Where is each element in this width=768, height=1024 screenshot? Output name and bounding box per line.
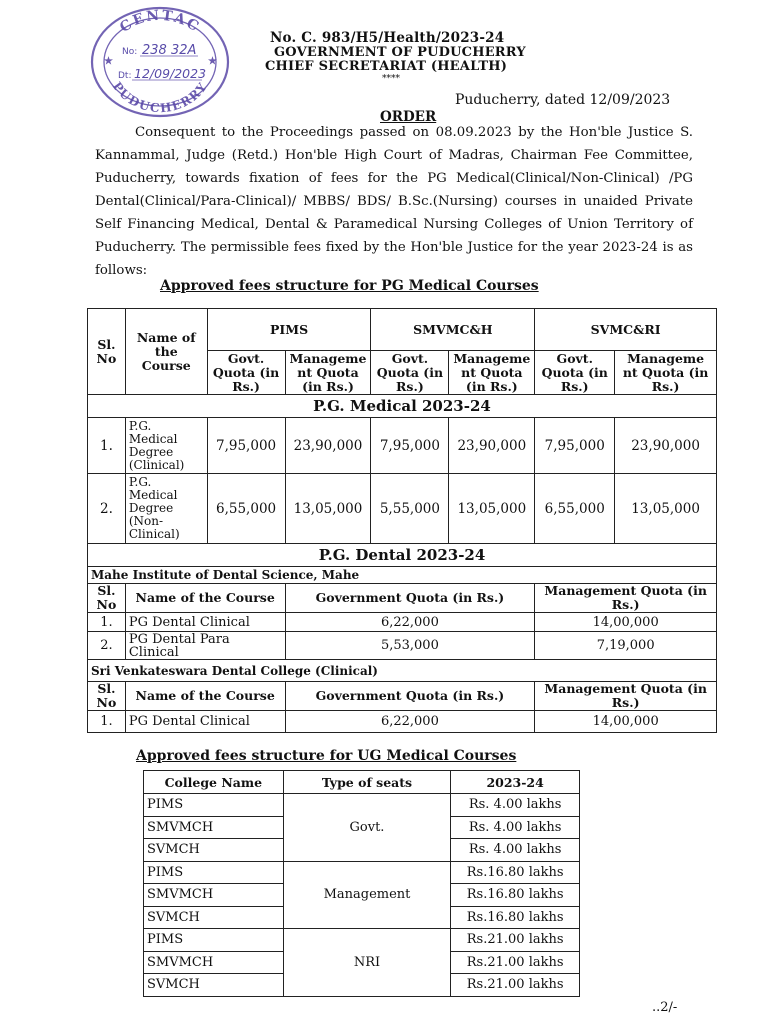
seat-type-cell: Management — [283, 861, 451, 929]
college-cell: SMVMCH — [144, 884, 284, 907]
header-govt-quota: Government Quota (in Rs.) — [285, 584, 535, 613]
college-cell: SMVMCH — [144, 816, 284, 839]
institution-name: Sri Venkateswara Dental College (Clinical) — [88, 660, 717, 682]
fee-cell: 13,05,000 — [615, 474, 717, 544]
table-row — [88, 418, 717, 474]
table-row — [88, 632, 717, 660]
fee-cell: 5,55,000 — [371, 474, 449, 544]
sl-cell: 1. — [88, 613, 126, 632]
fee-cell: Rs.21.00 lakhs — [451, 951, 580, 974]
fee-cell: Rs.16.80 lakhs — [451, 861, 580, 884]
table-row — [144, 794, 580, 817]
header-course-name: Name of the Course — [125, 584, 285, 613]
svg-text:Dt:: Dt: — [118, 71, 132, 81]
office-heading: CHIEF SECRETARIAT (HEALTH) — [265, 59, 508, 74]
fee-cell: 23,90,000 — [449, 418, 535, 474]
header-govt-quota: Government Quota (in Rs.) — [285, 682, 535, 711]
fee-cell: 6,22,000 — [285, 711, 535, 733]
header-college-smvmch: SMVMC&H — [371, 309, 535, 351]
fee-cell: 13,05,000 — [449, 474, 535, 544]
header-mgmt-quota: Manageme nt Quota (in Rs.) — [615, 351, 717, 395]
header-govt-quota: Govt. Quota (in Rs.) — [535, 351, 615, 395]
fee-cell: 6,55,000 — [207, 474, 285, 544]
header-year: 2023-24 — [451, 771, 580, 794]
course-cell: P.G. Medical Degree (Clinical) — [125, 418, 207, 474]
course-cell: PG Dental Clinical — [125, 613, 285, 632]
svg-text:No:: No: — [122, 47, 138, 57]
fee-cell: 14,00,000 — [535, 613, 717, 632]
svg-text:238 32A: 238 32A — [142, 43, 197, 58]
fee-cell: Rs.21.00 lakhs — [451, 929, 580, 952]
header-college-pims: PIMS — [207, 309, 371, 351]
stars-divider: **** — [382, 74, 400, 84]
course-cell: PG Dental Clinical — [125, 711, 285, 733]
header-mgmt-quota: Management Quota (in Rs.) — [535, 682, 717, 711]
fee-cell: 7,95,000 — [535, 418, 615, 474]
college-cell: SVMCH — [144, 974, 284, 997]
centac-stamp — [86, 4, 234, 120]
institution-name: Mahe Institute of Dental Science, Mahe — [88, 567, 717, 584]
fee-cell: 6,55,000 — [535, 474, 615, 544]
header-college-name: College Name — [144, 771, 284, 794]
sl-cell: 1. — [88, 711, 126, 733]
header-govt-quota: Govt. Quota (in Rs.) — [371, 351, 449, 395]
header-sl-no: Sl. No — [88, 309, 126, 395]
fee-cell: 6,22,000 — [285, 613, 535, 632]
course-cell: PG Dental Para Clinical — [125, 632, 285, 660]
pg-medical-section-title: P.G. Medical 2023-24 — [88, 395, 717, 418]
ug-fees-table — [143, 770, 580, 997]
paragraph-text: Consequent to the Proceedings passed on 08.09.2023 by the Hon'ble Justice S. Kannammal, Judge (Retd.) Hon'ble High Court of Madras, Chairman Fee Committee, Puducherry, towards fixation of fees for the PG Medical(Clinical/Non-Clinical) /PG Dental(Clinical/Para-Clinical)/ MBBS/ BDS/ B.Sc.(Nursing) courses in unaided Private Self Financing Medical, Dental & Paramedical Nursing Colleges of Union Territory of Puducherry. The permissible fees fixed by the Hon'ble Justice for the year 2023-24 is as follows: — [95, 125, 693, 278]
fee-cell: Rs. 4.00 lakhs — [451, 794, 580, 817]
svg-text:CENTAC: CENTAC — [117, 7, 203, 36]
header-sl-no: Sl. No — [88, 584, 126, 613]
header-mgmt-quota: Manageme nt Quota (in Rs.) — [285, 351, 371, 395]
pg-medical-caption: Approved fees structure for PG Medical Courses — [160, 278, 539, 294]
sl-cell: 2. — [88, 632, 126, 660]
seat-type-cell: Govt. — [283, 794, 451, 862]
fee-cell: 23,90,000 — [285, 418, 371, 474]
fee-cell: Rs.16.80 lakhs — [451, 906, 580, 929]
table-row — [144, 861, 580, 884]
svg-text:12/09/2023: 12/09/2023 — [134, 66, 207, 81]
header-type-of-seats: Type of seats — [283, 771, 451, 794]
college-cell: SMVMCH — [144, 951, 284, 974]
sl-cell: 1. — [88, 418, 126, 474]
table-row — [144, 929, 580, 952]
seat-type-cell: NRI — [283, 929, 451, 997]
pg-dental-section-title: P.G. Dental 2023-24 — [88, 544, 717, 567]
svg-text:★: ★ — [104, 56, 113, 67]
college-cell: PIMS — [144, 929, 284, 952]
order-paragraph — [95, 121, 693, 282]
header-mgmt-quota: Management Quota (in Rs.) — [535, 584, 717, 613]
fee-cell: 7,95,000 — [207, 418, 285, 474]
sl-cell: 2. — [88, 474, 126, 544]
fee-cell: Rs. 4.00 lakhs — [451, 839, 580, 862]
table-row — [88, 474, 717, 544]
reference-number: No. C. 983/H5/Health/2023-24 — [270, 30, 505, 46]
college-cell: PIMS — [144, 861, 284, 884]
page-continuation-marker: ..2/- — [652, 1000, 678, 1015]
header-course-name: Name of the Course — [125, 309, 207, 395]
college-cell: SVMCH — [144, 906, 284, 929]
government-heading: GOVERNMENT OF PUDUCHERRY — [274, 45, 526, 60]
fee-cell: 23,90,000 — [615, 418, 717, 474]
college-cell: PIMS — [144, 794, 284, 817]
table-row — [88, 613, 717, 632]
fee-cell: 7,19,000 — [535, 632, 717, 660]
svg-text:PUDUCHERRY: PUDUCHERRY — [109, 79, 211, 116]
svg-text:★: ★ — [208, 56, 217, 67]
fee-cell: Rs.16.80 lakhs — [451, 884, 580, 907]
fee-cell: Rs. 4.00 lakhs — [451, 816, 580, 839]
college-cell: SVMCH — [144, 839, 284, 862]
header-college-svmcri: SVMC&RI — [535, 309, 717, 351]
fee-cell: 13,05,000 — [285, 474, 371, 544]
fee-cell: 14,00,000 — [535, 711, 717, 733]
fee-cell: 7,95,000 — [371, 418, 449, 474]
fee-cell: 5,53,000 — [285, 632, 535, 660]
order-title: ORDER — [380, 109, 437, 125]
table-row — [88, 711, 717, 733]
pg-fees-table — [87, 308, 717, 733]
fee-cell: Rs.21.00 lakhs — [451, 974, 580, 997]
header-sl-no: Sl. No — [88, 682, 126, 711]
ug-medical-caption: Approved fees structure for UG Medical Courses — [136, 748, 517, 764]
date-line: Puducherry, dated 12/09/2023 — [455, 92, 671, 108]
header-govt-quota: Govt. Quota (in Rs.) — [207, 351, 285, 395]
header-mgmt-quota: Manageme nt Quota (in Rs.) — [449, 351, 535, 395]
course-cell: P.G. Medical Degree (Non-Clinical) — [125, 474, 207, 544]
header-course-name: Name of the Course — [125, 682, 285, 711]
